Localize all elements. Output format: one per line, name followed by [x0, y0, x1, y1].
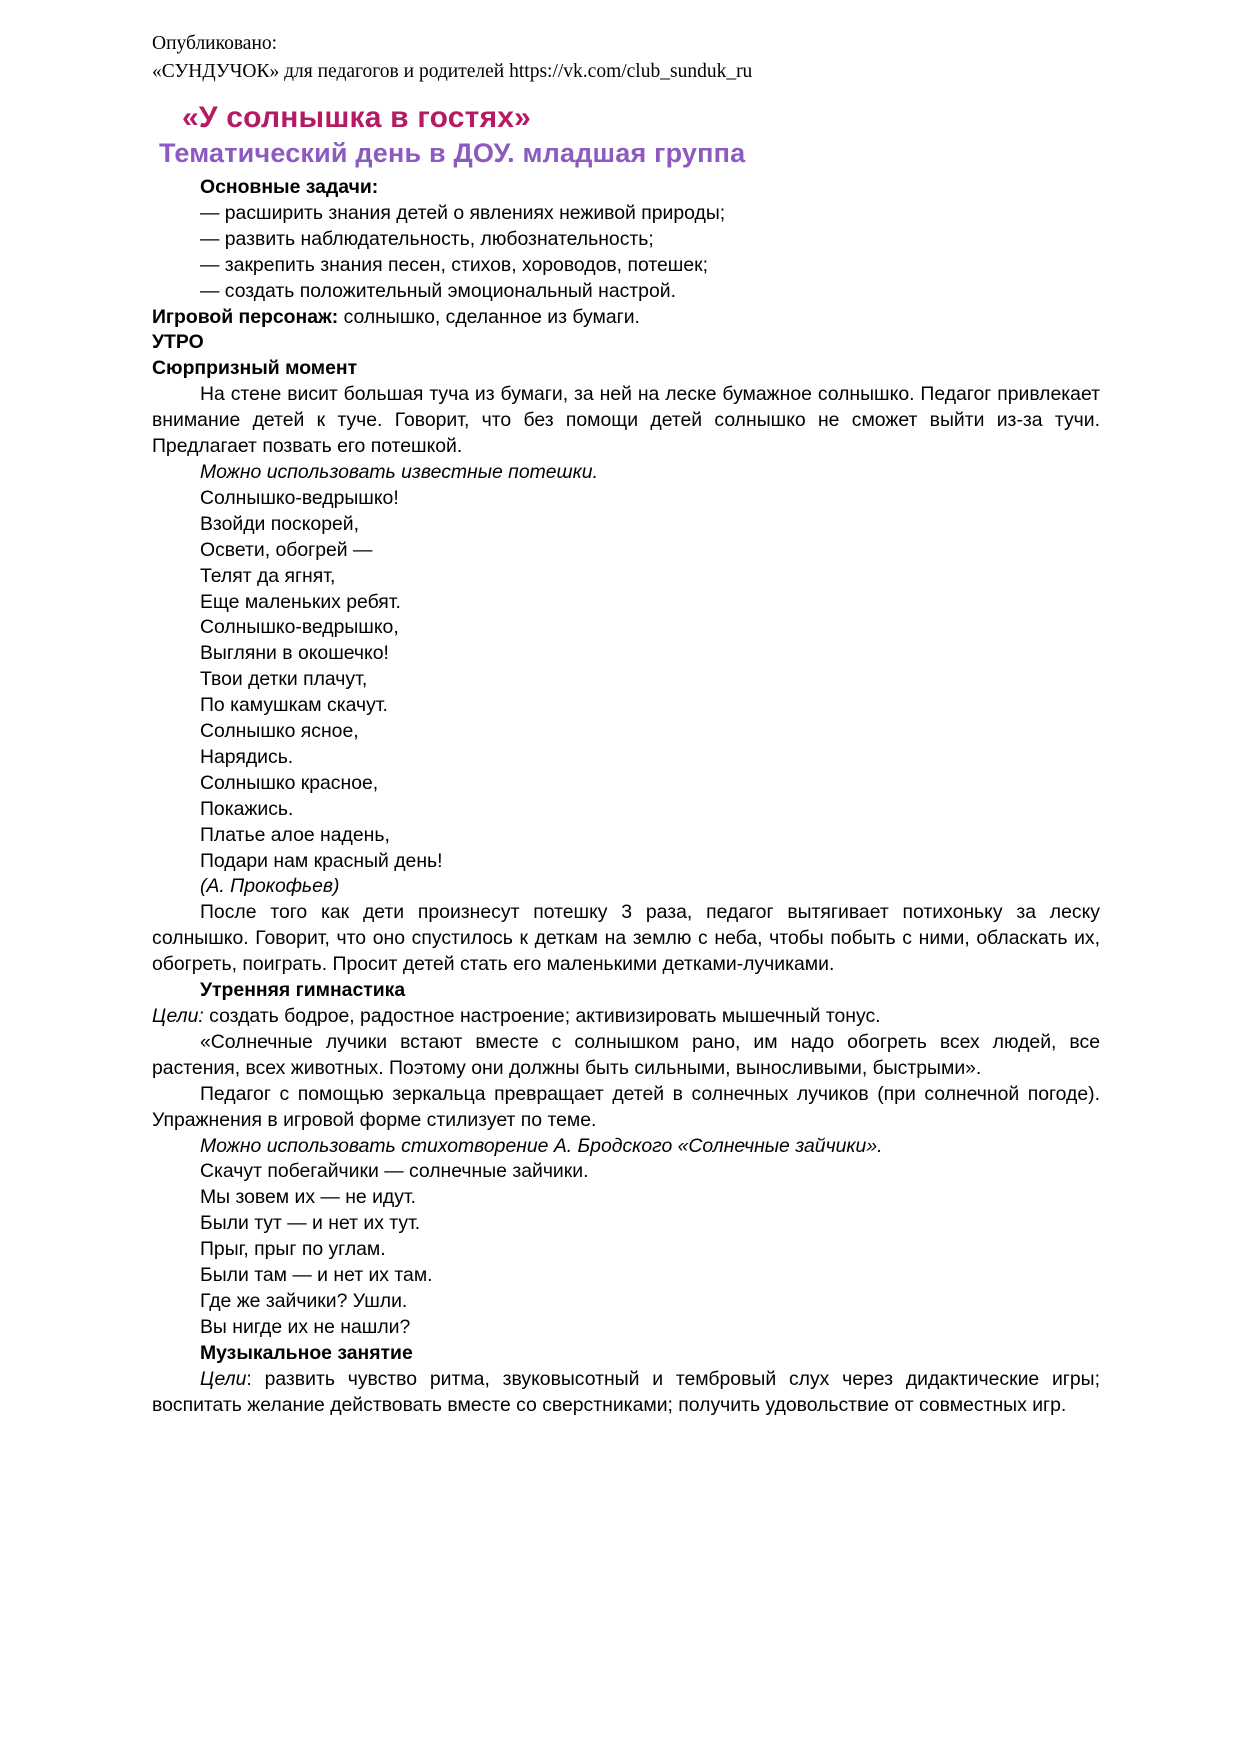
after-poem-paragraph: После того как дети произнесут потешку 3 раза, педагог вытягивает потихоньку за леску солнышко. Говорит, что оно спустилось к деткам на землю с неба, чтобы побыть с ними, обласкать их, обогреть, поиграть. Просит детей стать его маленькими детками-лучиками. [152, 901, 1100, 976]
poem-line: Взойди поскорей, [200, 512, 360, 535]
poem-line: Прыг, прыг по углам. [200, 1238, 386, 1261]
poem-author: (А. Прокофьев) [200, 875, 340, 898]
poem-intro-note: Можно использовать известные потешки. [200, 460, 598, 483]
page-subtitle: Тематический день в ДОУ. младшая группа [159, 137, 746, 168]
poem-line: Освети, обогрей — [200, 538, 373, 561]
poem-line: Нарядись. [200, 745, 294, 768]
music-goals-text: : развить чувство ритма, звуковысотный и тембровый слух через дидактические игры; воспитать желание действовать вместе со сверстниками; получить удовольствие от совместных игр. [152, 1367, 1100, 1416]
poem-line: Подари нам красный день! [200, 849, 443, 872]
task-item: — создать положительный эмоциональный настрой. [200, 279, 676, 302]
poem-line: Были там — и нет их там. [200, 1264, 433, 1287]
poem-line: Покажись. [200, 797, 294, 820]
game-character-value: солнышко, сделанное из бумаги. [338, 305, 640, 328]
task-item: — расширить знания детей о явлениях неживой природы; [200, 201, 726, 224]
gymnastics-goals-text: создать бодрое, радостное настроение; активизировать мышечный тонус. [203, 1005, 881, 1028]
page-title: «У солнышка в гостях» [182, 101, 532, 135]
poem-line: Солнышко красное, [200, 771, 379, 794]
music-lesson-goals [152, 1367, 1100, 1419]
poem-line: Солнышко-ведрышко, [200, 616, 399, 639]
publication-line-1: Опубликовано: [152, 33, 278, 54]
poem-line: Мы зовем их — не идут. [200, 1186, 417, 1209]
poem-line: Вы нигде их не нашли? [200, 1315, 411, 1338]
poem-line: Твои детки плачут, [200, 668, 368, 691]
poem-line: Скачут побегайчики — солнечные зайчики. [200, 1160, 589, 1183]
task-item: — развить наблюдательность, любознательность; [200, 227, 654, 250]
publication-header [152, 30, 1100, 85]
gymnastics-goals [152, 1004, 1100, 1030]
gymnastics-goals-label: Цели: [152, 1005, 204, 1028]
document-body [152, 175, 1100, 1419]
game-character-label: Игровой персонаж: [152, 305, 339, 328]
poem-line: Выгляни в окошечко! [200, 642, 389, 665]
morning-heading: УТРО [152, 331, 204, 354]
gymnastics-paragraph-2: Педагог с помощью зеркальца превращает детей в солнечных лучиков (при солнечной погоде). Упражнения в игровой форме стилизует по теме. [152, 1082, 1100, 1131]
gymnastics-paragraph-1: «Солнечные лучики встают вместе с солнышком рано, им надо обогреть всех людей, все растения, всех животных. Поэтому они должны быть сильными, выносливыми, быстрыми». [152, 1030, 1100, 1079]
poem-line: Еще маленьких ребят. [200, 590, 401, 613]
surprise-moment-paragraph: На стене висит большая туча из бумаги, за ней на леске бумажное солнышко. Педагог привлекает внимание детей к туче. Говорит, что без помощи детей солнышко не сможет выйти из-за тучи. Предлагает позвать его потешкой. [152, 383, 1100, 458]
tasks-heading: Основные задачи: [200, 176, 379, 199]
music-goals-label: Цели [200, 1367, 247, 1390]
gymnastics-heading: Утренняя гимнастика [200, 979, 406, 1002]
poem-line: Платье алое надень, [200, 823, 390, 846]
gymnastics-poem-note: Можно использовать стихотворение А. Бродского «Солнечные зайчики». [200, 1134, 883, 1157]
poem-line: Солнышко-ведрышко! [200, 486, 399, 509]
poem-line: По камушкам скачут. [200, 694, 388, 717]
poem-line: Телят да ягнят, [200, 564, 336, 587]
task-item: — закрепить знания песен, стихов, хороводов, потешек; [200, 253, 708, 276]
publication-line-2: «СУНДУЧОК» для педагогов и родителей https://vk.com/club_sunduk_ru [152, 60, 753, 82]
poem-line: Где же зайчики? Ушли. [200, 1289, 408, 1312]
game-character-line [152, 305, 1100, 331]
music-lesson-heading: Музыкальное занятие [200, 1341, 413, 1364]
poem-line: Были тут — и нет их тут. [200, 1212, 421, 1235]
surprise-moment-heading: Сюрпризный момент [152, 357, 358, 380]
poem-line: Солнышко ясное, [200, 720, 359, 743]
